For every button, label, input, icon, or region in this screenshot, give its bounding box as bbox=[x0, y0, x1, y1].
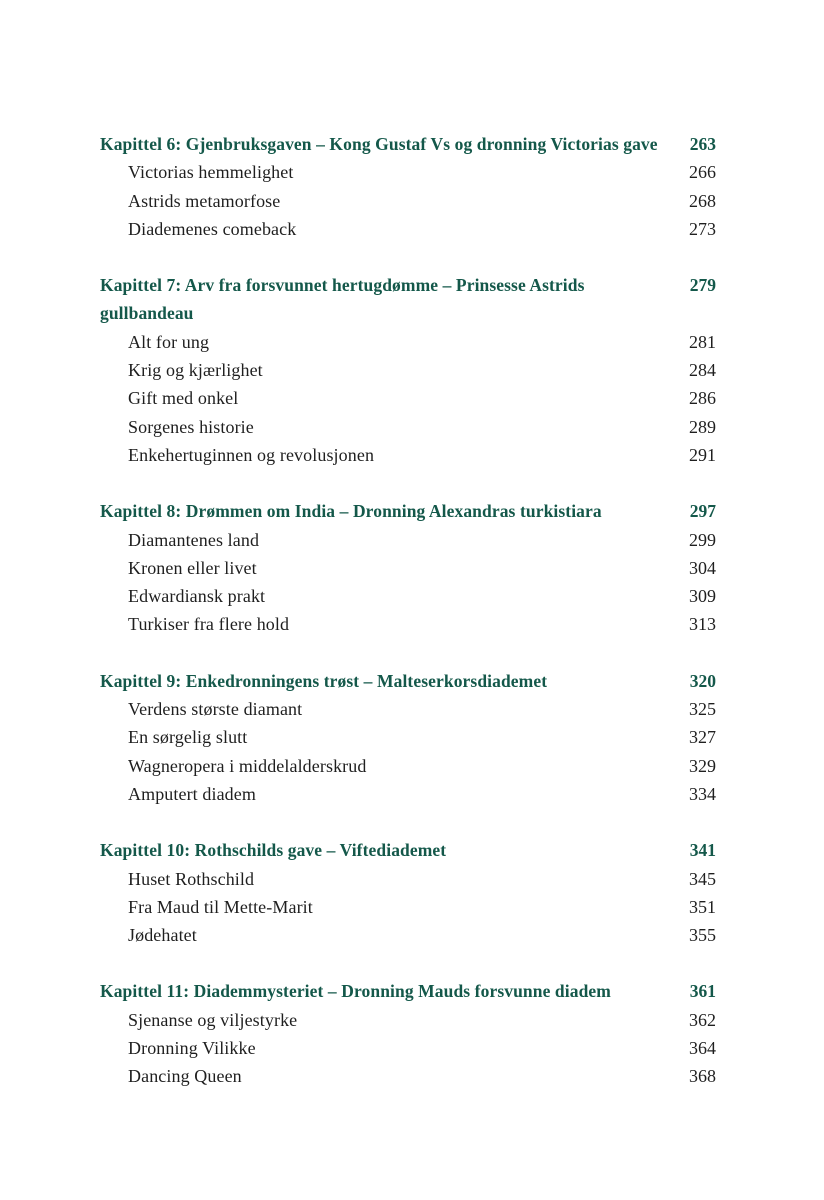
toc-section-kapittel-6 bbox=[100, 130, 716, 243]
toc-chapter-title: Kapittel 11: Diademmysteriet – Dronning Mauds forsvunne diadem bbox=[100, 981, 611, 1002]
toc-section-kapittel-7 bbox=[100, 271, 716, 469]
toc-entry-row bbox=[100, 441, 716, 469]
toc-entry-page: 299 bbox=[689, 529, 716, 550]
toc-section-kapittel-11 bbox=[100, 977, 716, 1090]
toc-entry-page: 329 bbox=[689, 755, 716, 776]
toc-entry-title: Huset Rothschild bbox=[128, 868, 255, 889]
toc-entry-page: 334 bbox=[689, 783, 716, 804]
toc-chapter-page: 361 bbox=[689, 981, 716, 1002]
toc-entry-title: En sørgelig slutt bbox=[128, 727, 248, 748]
toc-entry-row bbox=[100, 610, 716, 638]
toc-entry-title: Amputert diadem bbox=[128, 783, 256, 804]
toc-entry-title: Diademenes comeback bbox=[128, 218, 297, 239]
toc-entry-row bbox=[100, 526, 716, 554]
toc-entry-row bbox=[100, 554, 716, 582]
toc-entry-page: 368 bbox=[689, 1066, 716, 1087]
toc-section-kapittel-10 bbox=[100, 836, 716, 949]
toc-entry-row bbox=[100, 780, 716, 808]
toc-entry-row bbox=[100, 752, 716, 780]
toc-entry-row bbox=[100, 215, 716, 243]
toc-chapter-row bbox=[100, 977, 716, 1005]
toc-entry-page: 291 bbox=[689, 444, 716, 465]
toc-entry-page: 345 bbox=[689, 868, 716, 889]
toc-entry-title: Edwardiansk prakt bbox=[128, 586, 266, 607]
toc-entry-row bbox=[100, 413, 716, 441]
toc-chapter-title: Kapittel 10: Rothschilds gave – Viftediademet bbox=[100, 840, 447, 861]
toc-entry-page: 281 bbox=[689, 331, 716, 352]
toc-entry-row bbox=[100, 865, 716, 893]
toc-entry-page: 268 bbox=[689, 190, 716, 211]
toc-chapter-row bbox=[100, 667, 716, 695]
toc-entry-row bbox=[100, 356, 716, 384]
toc-entry-title: Diamantenes land bbox=[128, 529, 260, 550]
toc-entry-title: Sorgenes historie bbox=[128, 416, 254, 437]
toc-entry-title: Gift med onkel bbox=[128, 388, 239, 409]
toc-entry-title: Fra Maud til Mette-Marit bbox=[128, 896, 313, 917]
toc-chapter-title: Kapittel 7: Arv fra forsvunnet hertugdømme – Prinsesse Astrids gullbandeau bbox=[100, 275, 585, 324]
toc-entry-page: 286 bbox=[689, 388, 716, 409]
toc-entry-row bbox=[100, 1062, 716, 1090]
toc-entry-row bbox=[100, 1034, 716, 1062]
toc-entry-page: 313 bbox=[689, 614, 716, 635]
toc-chapter-page: 297 bbox=[689, 501, 716, 522]
toc-entry-page: 284 bbox=[689, 360, 716, 381]
toc-chapter-page: 320 bbox=[689, 670, 716, 691]
toc-chapter-row bbox=[100, 497, 716, 525]
toc-entry-title: Alt for ung bbox=[128, 331, 210, 352]
toc-section-kapittel-8 bbox=[100, 497, 716, 638]
toc-chapter-row bbox=[100, 836, 716, 864]
toc-entry-page: 364 bbox=[689, 1038, 716, 1059]
toc-chapter-page: 341 bbox=[689, 840, 716, 861]
toc-entry-title: Astrids metamorfose bbox=[128, 190, 281, 211]
toc-entry-title: Kronen eller livet bbox=[128, 557, 257, 578]
toc-entry-page: 325 bbox=[689, 699, 716, 720]
toc-chapter-title: Kapittel 9: Enkedronningens trøst – Malteserkorsdiademet bbox=[100, 670, 548, 691]
toc-entry-title: Dancing Queen bbox=[128, 1066, 242, 1087]
toc-entry-row bbox=[100, 158, 716, 186]
toc-entry-row bbox=[100, 328, 716, 356]
toc-entry-title: Krig og kjærlighet bbox=[128, 360, 263, 381]
toc-entry-row bbox=[100, 893, 716, 921]
toc-entry-page: 327 bbox=[689, 727, 716, 748]
table-of-contents bbox=[100, 130, 716, 1091]
toc-entry-page: 304 bbox=[689, 557, 716, 578]
toc-entry-title: Jødehatet bbox=[128, 925, 197, 946]
toc-chapter-row bbox=[100, 130, 716, 158]
toc-entry-title: Dronning Vilikke bbox=[128, 1038, 256, 1059]
toc-entry-title: Turkiser fra flere hold bbox=[128, 614, 290, 635]
toc-entry-title: Verdens største diamant bbox=[128, 699, 303, 720]
toc-entry-page: 362 bbox=[689, 1009, 716, 1030]
toc-chapter-row bbox=[100, 271, 716, 328]
toc-entry-title: Victorias hemmelighet bbox=[128, 162, 294, 183]
toc-entry-row bbox=[100, 582, 716, 610]
toc-entry-title: Wagneropera i middelalderskrud bbox=[128, 755, 367, 776]
toc-entry-page: 289 bbox=[689, 416, 716, 437]
toc-entry-row bbox=[100, 695, 716, 723]
toc-entry-page: 273 bbox=[689, 218, 716, 239]
toc-entry-row bbox=[100, 187, 716, 215]
toc-chapter-page: 263 bbox=[689, 134, 716, 154]
toc-entry-page: 266 bbox=[689, 162, 716, 183]
toc-entry-row bbox=[100, 921, 716, 949]
toc-entry-page: 309 bbox=[689, 586, 716, 607]
toc-entry-row bbox=[100, 723, 716, 751]
toc-entry-row bbox=[100, 1006, 716, 1034]
toc-entry-page: 351 bbox=[689, 896, 716, 917]
toc-chapter-title: Kapittel 8: Drømmen om India – Dronning Alexandras turkistiara bbox=[100, 501, 602, 522]
toc-chapter-page: 279 bbox=[689, 275, 716, 296]
toc-entry-page: 355 bbox=[689, 925, 716, 946]
toc-entry-row bbox=[100, 384, 716, 412]
toc-entry-title: Enkehertuginnen og revolusjonen bbox=[128, 444, 375, 465]
toc-chapter-title: Kapittel 6: Gjenbruksgaven – Kong Gustaf Vs og dronning Victorias gave bbox=[100, 134, 658, 154]
toc-section-kapittel-9 bbox=[100, 667, 716, 808]
toc-entry-title: Sjenanse og viljestyrke bbox=[128, 1009, 298, 1030]
